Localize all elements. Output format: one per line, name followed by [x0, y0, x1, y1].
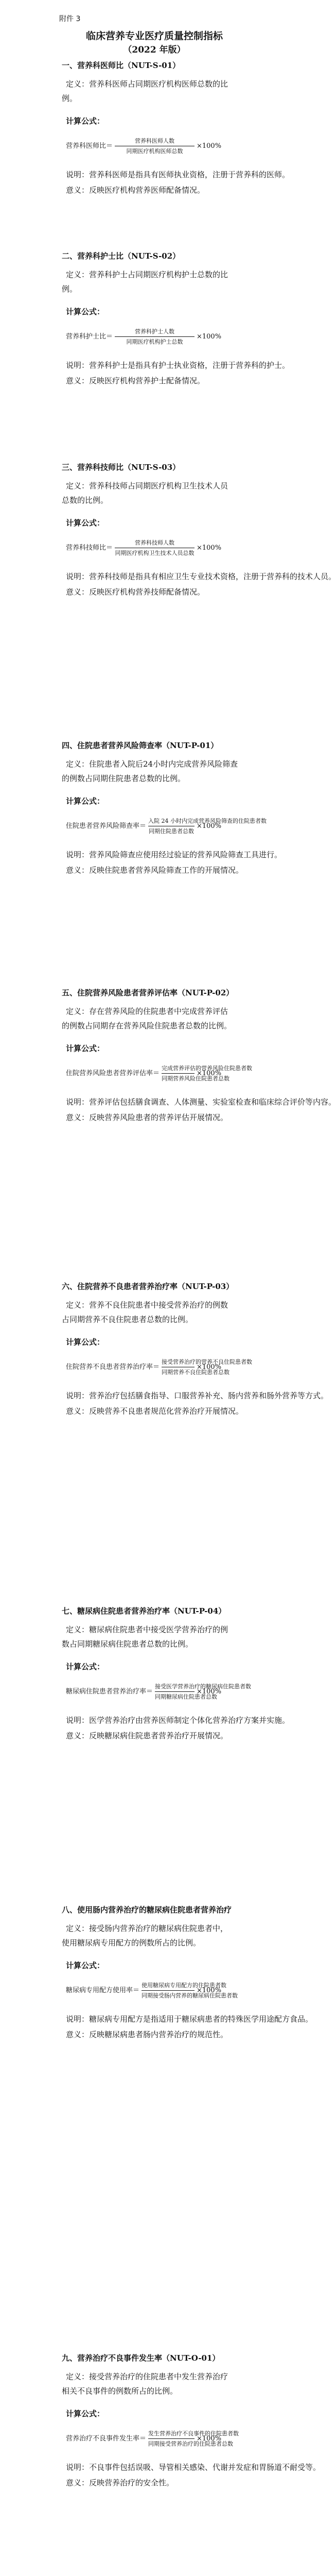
definition-line: 定义：存在营养风险的住院患者中完成营养评估: [66, 1007, 228, 1016]
calc-label: 计算公式：: [66, 307, 105, 316]
fraction-bar: [142, 1990, 194, 1991]
note-line: 说明：营养风险筛查应使用经过验证的营养风险筛查工具进行。: [66, 850, 282, 859]
note-line: 说明：糖尿病专用配方是指适用于糖尿病患者的特殊医学用途配方食品。: [66, 2014, 313, 2024]
formula-percent: ×100%: [197, 822, 222, 830]
section-heading: 三、营养科技师比（NUT-S-03）: [62, 463, 181, 472]
formula-denominator: 同期糖尿病住院患者总数: [155, 1693, 217, 1700]
formula-numerator: 营养科技师人数: [135, 539, 174, 546]
calc-label: 计算公式：: [66, 116, 105, 126]
formula: [66, 1981, 272, 2002]
formula-numerator: 接受医学营养治疗的糖尿病住院患者数: [155, 1683, 251, 1690]
formula-label: 住院营养风险患者营养评估率＝: [66, 1070, 160, 1077]
formula-numerator: 发生营养治疗不良事件的住院患者数: [148, 2430, 239, 2437]
definition-line: 的例数占同期住院患者总数的比例。: [62, 774, 186, 783]
fraction-bar: [148, 2438, 194, 2439]
note-line: 意义：反映医疗机构营养技师配备情况。: [66, 587, 205, 597]
calc-label: 计算公式：: [66, 518, 105, 528]
section-heading: 二、营养科护士比（NUT-S-02）: [62, 251, 181, 261]
note-line: 意义：反映营养治疗的安全性。: [66, 2478, 174, 2487]
formula-numerator: 入院 24 小时内完成营养风险筛查的住院患者数: [148, 818, 267, 824]
note-line: 说明：不良事件包括误吸、导管相关感染、代谢并发症和胃肠道不耐受等。: [66, 2463, 321, 2472]
section-heading: 六、住院营养不良患者营养治疗率（NUT-P-03）: [62, 1282, 234, 1291]
formula-label: 糖尿病住院患者营养治疗率＝: [66, 1688, 153, 1696]
formula-percent: ×100%: [197, 1688, 222, 1696]
fraction-bar: [115, 336, 194, 337]
calc-label: 计算公式：: [66, 1337, 105, 1347]
formula: [66, 137, 272, 158]
definition-line: 定义：营养不良住院患者中接受营养治疗的例数: [66, 1300, 228, 1310]
definition-line: 数占同期糖尿病住院患者总数的比例。: [62, 1639, 193, 1649]
calc-label: 计算公式：: [66, 796, 105, 806]
note-line: 意义：反映营养风险患者的营养评估开展情况。: [66, 1113, 228, 1122]
note-line: 意义：反映医疗机构营养护士配备情况。: [66, 376, 205, 385]
formula-denominator: 同期接受营养治疗的住院患者总数: [148, 2441, 233, 2447]
formula-numerator: 完成营养评估的营养风险住院患者数: [162, 1065, 252, 1072]
note-line: 意义：反映住院患者营养风险筛查工作的开展情况。: [66, 866, 244, 875]
definition-line: 定义：住院患者入院后24小时内完成营养风险筛查: [66, 759, 238, 769]
formula-denominator: 同期营养风险住院患者总数: [162, 1075, 229, 1082]
formula-percent: ×100%: [197, 1363, 222, 1371]
formula-percent: ×100%: [197, 544, 222, 552]
formula: [66, 817, 272, 838]
formula-numerator: 使用糖尿病专用配方的住院患者数: [142, 1982, 226, 1989]
definition-line: 例。: [62, 94, 78, 103]
section-heading: 四、住院患者营养风险筛查率（NUT-P-01）: [62, 741, 219, 750]
formula-numerator: 营养科护士人数: [135, 328, 174, 335]
section-heading: 九、营养治疗不良事件发生率（NUT-O-01）: [62, 2353, 220, 2363]
formula-denominator: 同期医疗机构卫生技术人员总数: [115, 550, 194, 556]
formula-label: 营养科技师比＝: [66, 544, 113, 552]
note-line: 意义：反映糖尿病患者肠内营养治疗的规范性。: [66, 2030, 228, 2039]
page-title: 临床营养专业医疗质量控制指标: [85, 30, 223, 42]
definition-line: 使用糖尿病专用配方的例数所占的比例。: [62, 1938, 201, 1947]
definition-line: 例。: [62, 284, 78, 294]
calc-label: 计算公式：: [66, 2409, 105, 2418]
formula-denominator: 同期医疗机构护士总数: [126, 338, 183, 345]
formula: [66, 1064, 272, 1085]
note-line: 说明：营养科护士是指具有护士执业资格，注册于营养科的护士。: [66, 361, 290, 370]
formula: [66, 2430, 272, 2450]
formula-label: 营养治疗不良事件发生率＝: [66, 2435, 147, 2443]
formula-label: 住院营养不良患者营养治疗率＝: [66, 1363, 160, 1371]
formula-numerator: 营养科医师人数: [135, 138, 174, 144]
formula-numerator: 接受营养治疗的营养不良住院患者数: [162, 1359, 252, 1365]
definition-line: 定义：营养科技师占同期医疗机构卫生技术人员: [66, 481, 228, 490]
note-line: 说明：营养治疗包括膳食指导、口服营养补充、肠内营养和肠外营养等方式。: [66, 1391, 329, 1400]
definition-line: 占同期营养不良住院患者总数的比例。: [62, 1315, 193, 1324]
section-heading: 八、使用肠内营养治疗的糖尿病住院患者营养治疗: [62, 1905, 232, 1914]
definition-line: 相关不良事件的例数所占的比例。: [62, 2386, 178, 2396]
formula-label: 糖尿病专用配方使用率＝: [66, 1987, 140, 1994]
formula-percent: ×100%: [197, 1070, 222, 1077]
fraction-bar: [155, 1691, 194, 1692]
page-subtitle: （2022 年版）: [123, 45, 186, 55]
attachment-label: 附件 3: [59, 15, 81, 23]
formula-percent: ×100%: [197, 333, 222, 341]
definition-line: 的例数占同期存在营养风险住院患者总数的比例。: [62, 1021, 232, 1030]
calc-label: 计算公式：: [66, 1961, 105, 1970]
formula-denominator: 同期住院患者总数: [149, 828, 194, 835]
definition-line: 定义：营养科医师占同期医疗机构医师总数的比: [66, 79, 228, 89]
definition-line: 定义：接受肠内营养治疗的糖尿病住院患者中，: [66, 1924, 228, 1933]
formula-percent: ×100%: [197, 142, 222, 150]
formula-label: 营养科护士比＝: [66, 333, 113, 341]
formula: [66, 1683, 272, 1703]
formula-percent: ×100%: [197, 1987, 222, 1994]
formula-percent: ×100%: [197, 2435, 222, 2443]
note-line: 意义：反映糖尿病住院患者营养治疗开展情况。: [66, 1731, 228, 1740]
definition-line: 总数的比例。: [62, 496, 109, 505]
formula-denominator: 同期医疗机构医师总数: [126, 148, 183, 155]
fraction-bar: [162, 1073, 194, 1074]
formula: [66, 328, 272, 348]
section-heading: 五、住院营养风险患者营养评估率（NUT-P-02）: [62, 988, 234, 997]
note-line: 说明：营养科医师是指具有医师执业资格，注册于营养科的医师。: [66, 170, 290, 179]
definition-line: 定义：糖尿病住院患者中接受医学营养治疗的例: [66, 1625, 228, 1634]
note-line: 说明：营养科技师是指具有相应卫生专业技术资格，注册于营养科的技术人员。: [66, 572, 336, 581]
calc-label: 计算公式：: [66, 1044, 105, 1053]
calc-label: 计算公式：: [66, 1662, 105, 1671]
note-line: 说明：医学营养治疗由营养医师制定个体化营养治疗方案并实施。: [66, 1716, 290, 1725]
formula: [66, 1358, 272, 1379]
definition-line: 定义：接受营养治疗的住院患者中发生营养治疗: [66, 2372, 228, 2381]
formula-denominator: 同期接受肠内营养的糖尿病住院患者数: [142, 1992, 238, 1999]
section-heading: 一、营养科医师比（NUT-S-01）: [62, 61, 181, 70]
note-line: 说明：营养评估包括膳食调查、人体测量、实验室检查和临床综合评价等内容。: [66, 1097, 336, 1107]
section-heading: 七、糖尿病住院患者营养治疗率（NUT-P-04）: [62, 1606, 226, 1616]
formula: [66, 539, 272, 560]
note-line: 意义：反映营养不良患者规范化营养治疗开展情况。: [66, 1406, 244, 1416]
formula-label: 营养科医师比＝: [66, 142, 113, 150]
formula-denominator: 同期营养不良住院患者总数: [162, 1369, 229, 1376]
definition-line: 定义：营养科护士占同期医疗机构护士总数的比: [66, 270, 228, 279]
note-line: 意义：反映医疗机构营养医师配备情况。: [66, 185, 205, 195]
formula-label: 住院患者营养风险筛查率＝: [66, 822, 147, 830]
